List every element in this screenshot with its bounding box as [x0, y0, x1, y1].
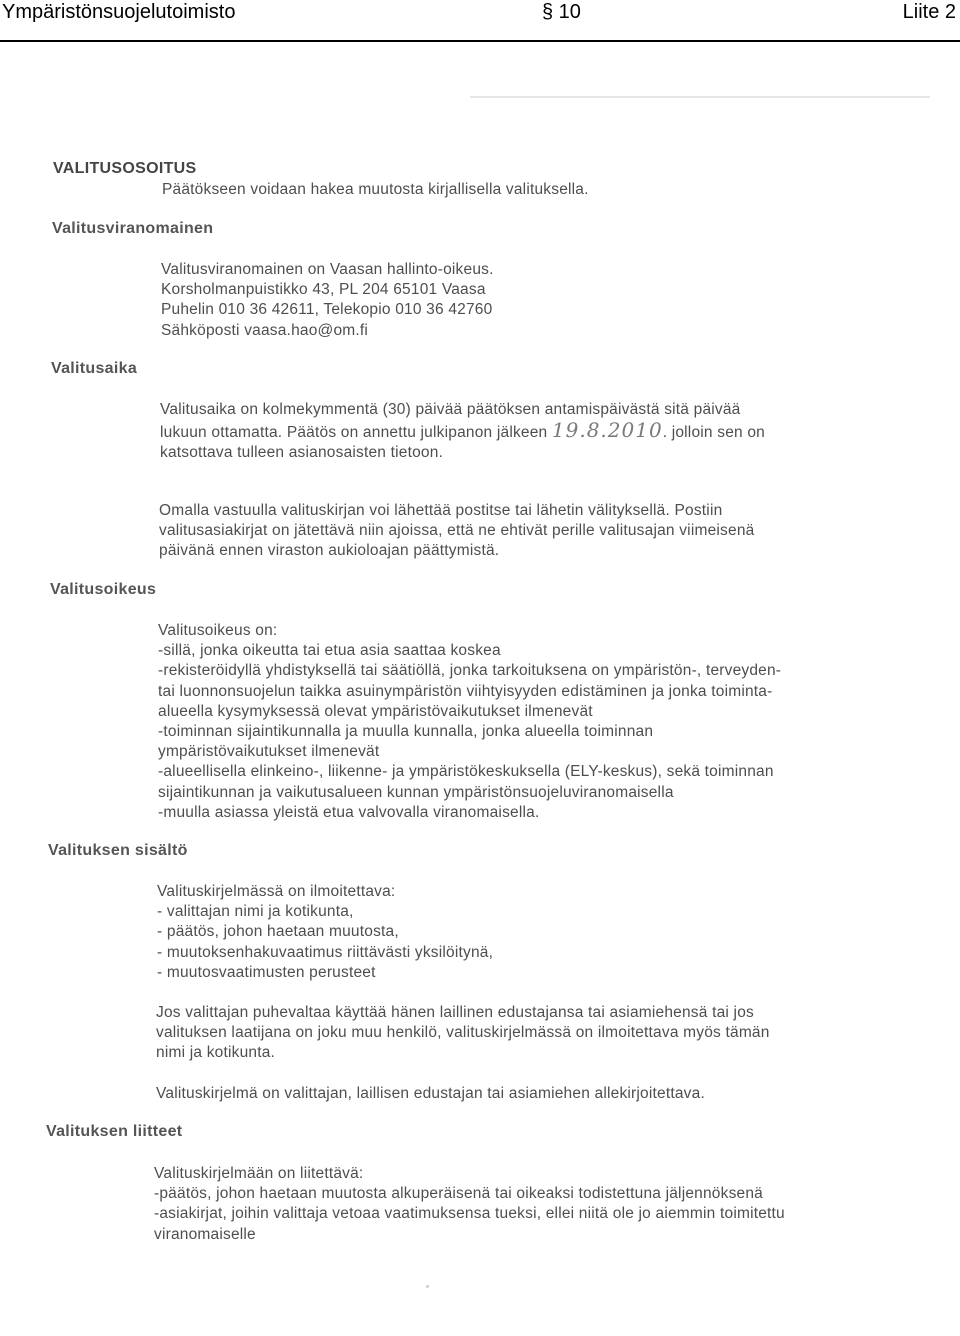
text-line: sijaintikunnan ja vaikutusalueen kunnan ympäristönsuojeluviranomaisella [158, 783, 674, 801]
attachments-text [154, 1164, 785, 1245]
signature-text [156, 1084, 705, 1104]
text-line: Omalla vastuulla valituskirjan voi lähettää postitse tai lähetin välityksellä. Postiin [159, 502, 723, 519]
text-line: alueella kysymyksessä olevat ympäristövaikutukset ilmenevät [158, 702, 593, 720]
text-line: -rekisteröidyllä yhdistyksellä tai säätiöllä, jonka tarkoituksena on ympäristön-, terveyden- [158, 662, 782, 680]
document-title: VALITUSOSOITUS [53, 160, 197, 177]
text-line: valituksen laatijana on joku muu henkilö, valituskirjelmässä on ilmoitettava myös tämän [156, 1024, 770, 1042]
text-line: nimi ja kotikunta. [156, 1044, 276, 1062]
section-label-contents: Valituksen sisältö [48, 842, 188, 859]
scan-artifact-line [470, 96, 930, 98]
text-fragment: . jolloin sen on [662, 424, 765, 442]
text-line: -päätös, johon haetaan muutosta alkuperäisenä tai oikeaksi todistettuna jäljennöksenä [154, 1185, 763, 1203]
period-text [160, 400, 765, 464]
intro-text [162, 180, 589, 200]
text-line: - valittajan nimi ja kotikunta, [157, 903, 354, 921]
text-line: Valituskirjelmässä on ilmoitettava: [157, 883, 396, 900]
text-line: -muulla asiassa yleistä etua valvovalla viranomaisella. [158, 803, 540, 821]
text-line: -asiakirjat, joihin valittaja vetoaa vaatimuksensa tueksi, ellei niitä ole jo aiemmin toimitettu [154, 1205, 785, 1223]
handwritten-date: 19.8.2010 [551, 418, 663, 443]
section-label-period: Valitusaika [51, 360, 138, 377]
section-label-right: Valitusoikeus [50, 581, 157, 598]
text-line: tai luonnonsuojelun taikka asuinympäristön viihtyisyyden edistäminen ja jonka toiminta- [158, 682, 773, 700]
text-fragment: lukuun ottamatta. Päätös on annettu julkipanon jälkeen [160, 424, 548, 442]
text-line: valitusasiakirjat on jätettävä niin ajoissa, että ne ehtivät perille valitusajan viimeisenä [159, 522, 755, 540]
text-line: - päätös, johon haetaan muutosta, [157, 923, 399, 941]
authority-text [161, 260, 494, 341]
text-line: Valituskirjelmään on liitettävä: [154, 1165, 364, 1182]
delivery-text [159, 501, 754, 562]
contents-list [157, 882, 493, 983]
office-name: Ympäristönsuojelutoimisto [2, 1, 236, 23]
text-line: päivänä ennen viraston aukioloajan päättymistä. [159, 542, 500, 560]
text-line: Sähköposti vaasa.hao@om.fi [161, 321, 369, 339]
text-line: -alueellisella elinkeino-, liikenne- ja ympäristökeskuksella (ELY-keskus), sekä toiminnan [158, 763, 774, 781]
text-line: -sillä, jonka oikeutta tai etua asia saattaa koskea [158, 642, 501, 660]
text-line: Valituskirjelmä on valittajan, laillisen edustajan tai asiamiehen allekirjoitettava. [156, 1085, 705, 1102]
text-line: viranomaiselle [154, 1225, 256, 1243]
text-line: - muutosvaatimusten perusteet [157, 963, 376, 981]
intro-line: Päätökseen voidaan hakea muutosta kirjallisella valituksella. [162, 181, 589, 198]
representative-text [156, 1003, 770, 1064]
text-line: Puhelin 010 36 42611, Telekopio 010 36 42760 [161, 301, 493, 319]
section-label-authority: Valitusviranomainen [52, 220, 214, 237]
text-line: - muutoksenhakuvaatimus riittävästi yksilöitynä, [157, 943, 494, 961]
appendix-label: Liite 2 [902, 1, 956, 23]
section-number: § 10 [542, 1, 581, 23]
scan-speck [426, 1285, 429, 1288]
page-header [0, 0, 960, 42]
text-line: Korsholmanpuistikko 43, PL 204 65101 Vaasa [161, 281, 486, 299]
text-line: Valitusaika on kolmekymmentä (30) päivää päätöksen antamispäivästä sitä päivää [160, 401, 741, 418]
text-line: Valitusoikeus on: [158, 622, 278, 639]
right-text [158, 621, 781, 823]
text-line: -toiminnan sijaintikunnalla ja muulla kunnalla, jonka alueella toiminnan [158, 723, 654, 741]
scanned-document [0, 44, 960, 1336]
text-line: Jos valittajan puhevaltaa käyttää hänen laillinen edustajansa tai asiamiehensä tai jos [156, 1004, 754, 1021]
text-line: ympäristövaikutukset ilmenevät [158, 743, 380, 761]
text-line: katsottava tulleen asianosaisten tietoon. [160, 444, 444, 462]
text-line [160, 420, 765, 443]
section-label-attachments: Valituksen liitteet [46, 1123, 183, 1140]
text-line: Valitusviranomainen on Vaasan hallinto-oikeus. [161, 261, 494, 278]
